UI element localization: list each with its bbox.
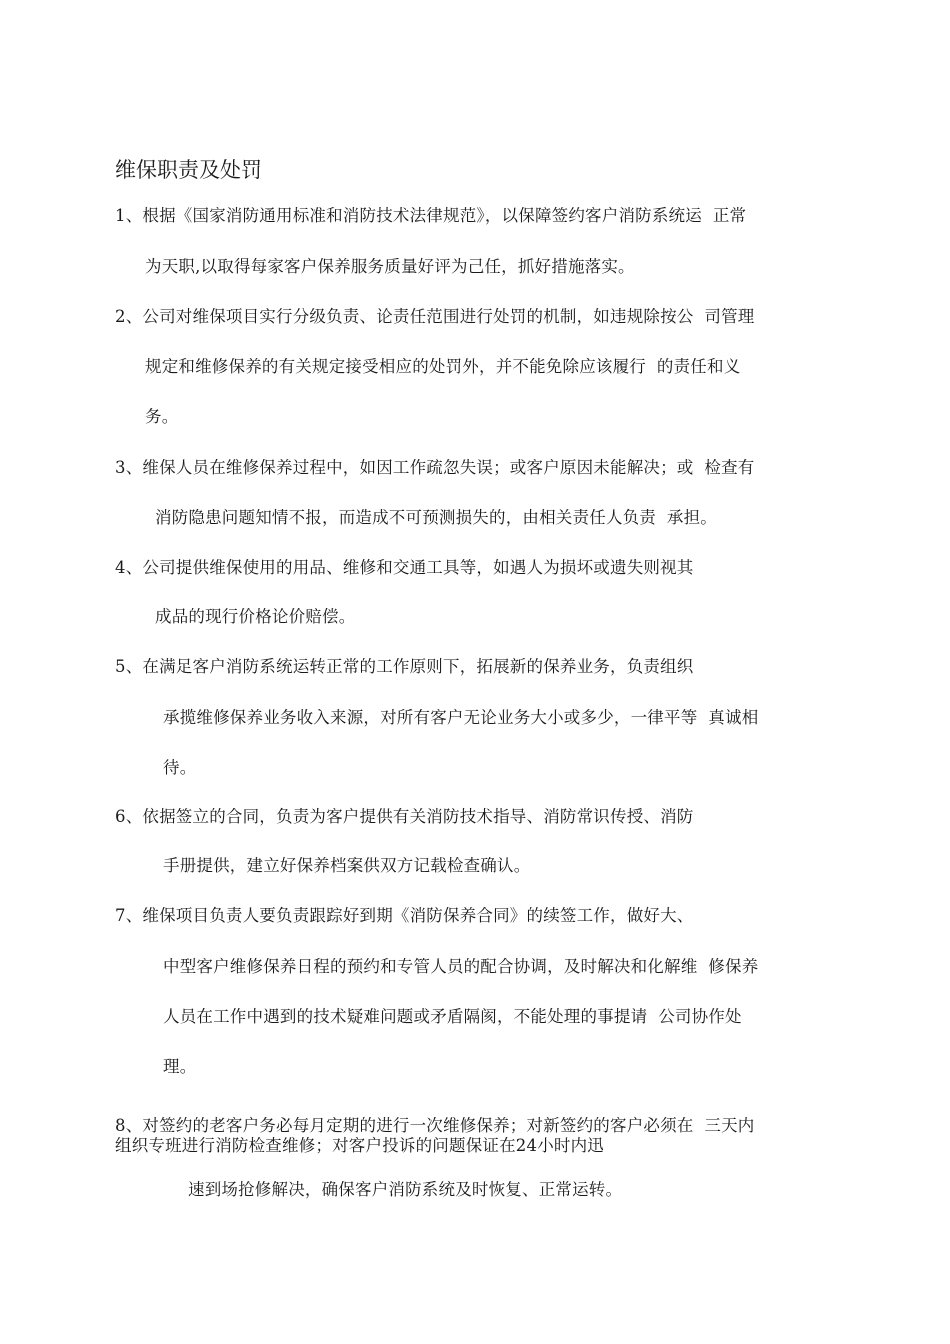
clause-2-line-3: 务。 xyxy=(145,407,179,426)
clause-7-line-2: 中型客户维修保养日程的预约和专管人员的配合协调，及时解决和化解维 修保养 xyxy=(163,957,759,976)
clause-1-line-1: 1、根据《国家消防通用标准和消防技术法律规范》，以保障签约客户消防系统运 正常 xyxy=(115,206,747,225)
clause-6-line-1: 6、依据签立的合同，负责为客户提供有关消防技术指导、消防常识传授、消防 xyxy=(115,807,694,826)
clause-7-line-4: 理。 xyxy=(163,1057,197,1076)
clause-4-line-1: 4、公司提供维保使用的用品、维修和交通工具等，如遇人为损坏或遗失则视其 xyxy=(115,558,694,577)
clause-5-line-1: 5、在满足客户消防系统运转正常的工作原则下，拓展新的保养业务，负责组织 xyxy=(115,657,694,676)
clause-7-line-1: 7、维保项目负责人要负责跟踪好到期《消防保养合同》的续签工作，做好大、 xyxy=(115,906,694,925)
clause-3-line-1: 3、维保人员在维修保养过程中，如因工作疏忽失误；或客户原因未能解决；或 检查有 xyxy=(115,458,755,477)
clause-8-line-2: 组织专班进行消防检查维修；对客户投诉的问题保证在24小时内迅 xyxy=(115,1136,604,1155)
clause-8-line-1: 8、对签约的老客户务必每月定期的进行一次维修保养；对新签约的客户必须在 三天内 xyxy=(115,1116,755,1135)
clause-2-line-1: 2、公司对维保项目实行分级负责、论责任范围进行处罚的机制，如违规除按公 司管理 xyxy=(115,307,755,326)
clause-8-line-3: 速到场抢修解决，确保客户消防系统及时恢复、正常运转。 xyxy=(188,1180,623,1199)
clause-7-line-3: 人员在工作中遇到的技术疑难问题或矛盾隔阂，不能处理的事提请 公司协作处 xyxy=(163,1007,742,1026)
clause-3-line-2: 消防隐患问题知情不报，而造成不可预测损失的，由相关责任人负责 承担。 xyxy=(155,508,717,527)
clause-5-line-3: 待。 xyxy=(163,758,197,777)
clause-4-line-2: 成品的现行价格论价赔偿。 xyxy=(155,607,356,626)
clause-1-line-2: 为天职,以取得每家客户保养服务质量好评为己任，抓好措施落实。 xyxy=(145,257,635,276)
clause-6-line-2: 手册提供，建立好保养档案供双方记载检查确认。 xyxy=(163,856,531,875)
document-title: 维保职责及处罚 xyxy=(115,158,262,182)
clause-5-line-2: 承揽维修保养业务收入来源，对所有客户无论业务大小或多少，一律平等 真诚相 xyxy=(163,708,759,727)
clause-2-line-2: 规定和维修保养的有关规定接受相应的处罚外，并不能免除应该履行 的责任和义 xyxy=(145,357,741,376)
